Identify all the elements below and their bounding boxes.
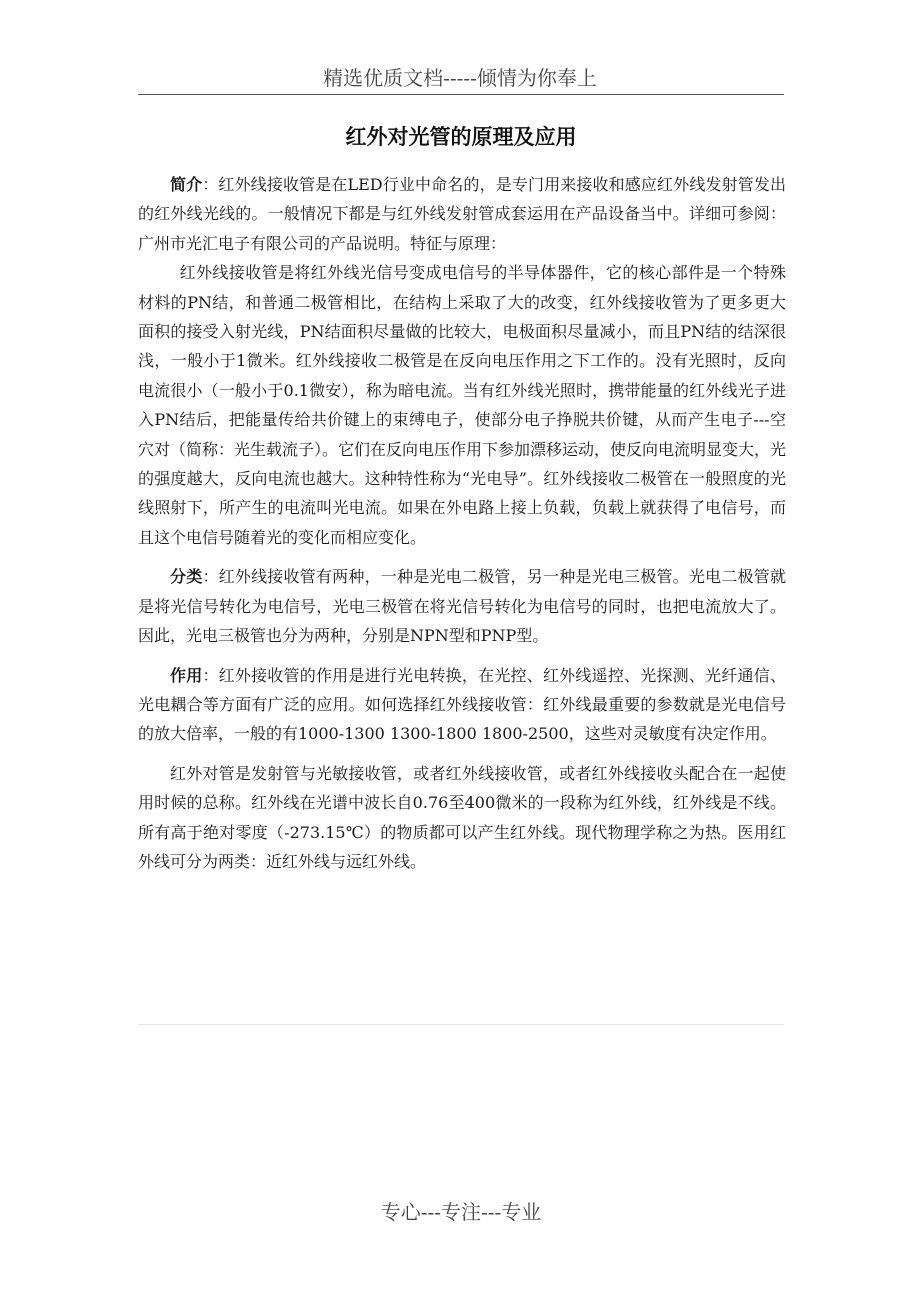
page-footer: 专心---专注---专业 [380, 1200, 542, 1224]
paragraph-intro [138, 170, 786, 258]
function-text: ：红外接收管的作用是进行光电转换，在光控、红外线遥控、光探测、光纤通信、光电耦合等方面有广泛的应用。如何选择红外线接收管：红外线最重要的参数就是光电信号的放大倍率，一般的有1000-1300 1300-1800 1800-2500，这些对灵敏度有决定作用。 [138, 665, 786, 744]
paragraph-classification [138, 562, 786, 650]
intro-text: ：红外线接收管是在LED行业中命名的，是专门用来接收和感应红外线发射管发出的红外线光线的。一般情况下都是与红外线发射管成套运用在产品设备当中。详细可参阅：广州市光汇电子有限公司的产品说明。特征与原理： [138, 175, 786, 253]
header-divider [138, 94, 784, 95]
document-title: 红外对光管的原理及应用 [345, 124, 577, 149]
paragraph-pair [138, 759, 786, 877]
principle-text: 红外线接收管是将红外线光信号变成电信号的半导体器件，它的核心部件是一个特殊材料的PN结，和普通二极管相比，在结构上采取了大的改变，红外线接收管为了更多更大面积的接受入射光线，PN结面积尽量做的比较大，电极面积尽量减小，而且PN结的结深很浅，一般小于1微米。红外线接收二极管是在反向电压作用之下工作的。没有光照时，反向电流很小（一般小于0.1微安），称为暗电流。当有红外线光照时，携带能量的红外线光子进入PN结后，把能量传给共价键上的束缚电子，使部分电子挣脱共价键，从而产生电子---空穴对（简称：光生载流子）。它们在反向电压作用下参加漂移运动，使反向电流明显变大，光的强度越大，反向电流也越大。这种特性称为“光电导”。红外线接收二极管在一般照度的光线照射下，所产生的电流叫光电流。如果在外电路上接上负载，负载上就获得了电信号，而且这个电信号随着光的变化而相应变化。 [138, 263, 787, 547]
footer-divider [138, 1024, 784, 1025]
pair-text: 红外对管是发射管与光敏接收管，或者红外线接收管，或者红外线接收头配合在一起使用时候的总称。红外线在光谱中波长自0.76至400微米的一段称为红外线，红外线是不线。所有高于绝对零度（-273.15℃）的物质都可以产生红外线。现代物理学称之为热。医用红外线可分为两类：近红外线与远红外线。 [138, 763, 786, 871]
paragraph-principle [138, 258, 786, 552]
classification-label: 分类 [170, 567, 203, 587]
document-body [138, 170, 786, 876]
function-label: 作用 [170, 665, 203, 685]
paragraph-function [138, 661, 786, 749]
classification-text: ：红外线接收管有两种，一种是光电二极管，另一种是光电三极管。光电二极管就是将光信号转化为电信号，光电三极管在将光信号转化为电信号的同时，也把电流放大了。因此，光电三极管也分为两种，分别是NPN型和PNP型。 [138, 567, 786, 646]
intro-label: 简介 [170, 175, 203, 194]
page-header: 精选优质文档-----倾情为你奉上 [323, 66, 597, 90]
